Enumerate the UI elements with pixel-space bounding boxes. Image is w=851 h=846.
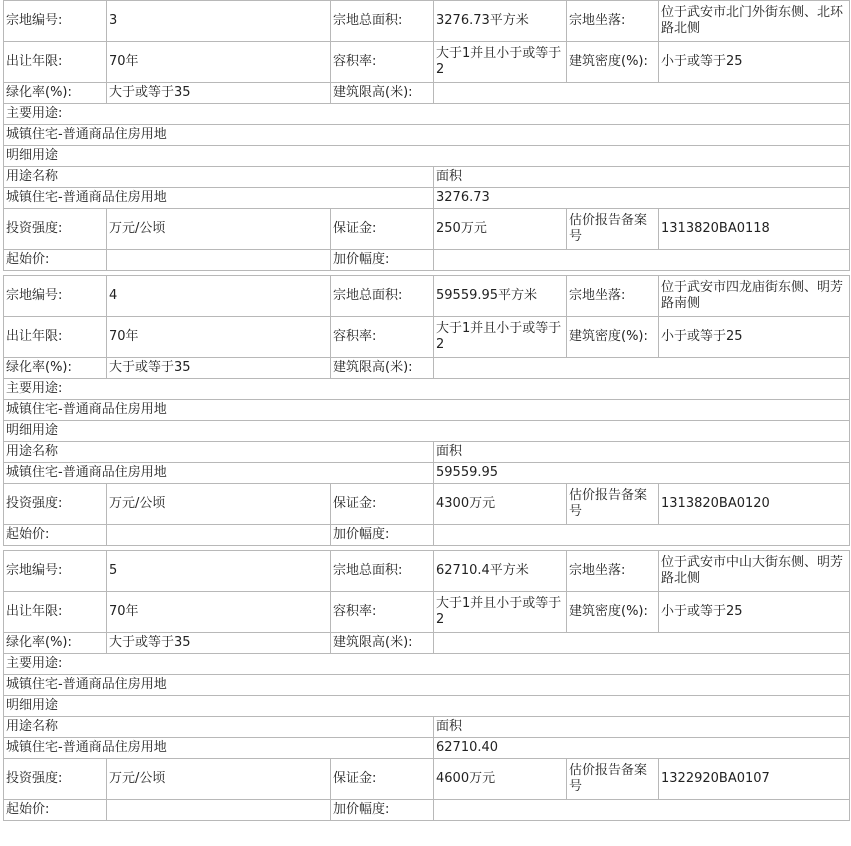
far-label: 容积率: (331, 317, 434, 358)
appraisal-value: 1322920BA0107 (659, 759, 850, 800)
main-use-label: 主要用途: (4, 654, 850, 675)
parcel-row-use-header (4, 167, 850, 188)
start-price-value (107, 525, 331, 546)
use-area-value: 3276.73 (434, 188, 850, 209)
total-area-label: 宗地总面积: (331, 551, 434, 592)
parcel-row-main-use (4, 675, 850, 696)
investment-value: 万元/公顷 (107, 484, 331, 525)
density-value: 小于或等于25 (659, 42, 850, 83)
investment-label: 投资强度: (4, 209, 107, 250)
parcel-row-detail-use (4, 146, 850, 167)
detail-use-label: 明细用途 (4, 421, 850, 442)
density-value: 小于或等于25 (659, 317, 850, 358)
term-label: 出让年限: (4, 42, 107, 83)
term-value: 70年 (107, 317, 331, 358)
area-header: 面积 (434, 717, 850, 738)
increment-value (434, 800, 850, 821)
parcel-row-main-use-label (4, 379, 850, 400)
parcel-row-greening (4, 358, 850, 379)
greening-value: 大于或等于35 (107, 83, 331, 104)
use-name-value: 城镇住宅-普通商品住房用地 (4, 463, 434, 484)
parcel-table (3, 275, 850, 546)
parcel-no-label: 宗地编号: (4, 1, 107, 42)
far-value: 大于1并且小于或等于2 (434, 42, 567, 83)
deposit-label: 保证金: (331, 759, 434, 800)
start-price-label: 起始价: (4, 800, 107, 821)
greening-label: 绿化率(%): (4, 633, 107, 654)
parcel-row-finance (4, 484, 850, 525)
main-use-label: 主要用途: (4, 379, 850, 400)
use-name-value: 城镇住宅-普通商品住房用地 (4, 188, 434, 209)
increment-label: 加价幅度: (331, 525, 434, 546)
main-use-value: 城镇住宅-普通商品住房用地 (4, 675, 850, 696)
parcel-no-label: 宗地编号: (4, 276, 107, 317)
parcel-row-use-detail (4, 188, 850, 209)
start-price-value (107, 800, 331, 821)
parcel-row-identity (4, 1, 850, 42)
parcel-row-finance (4, 759, 850, 800)
deposit-value: 4300万元 (434, 484, 567, 525)
height-limit-label: 建筑限高(米): (331, 358, 434, 379)
parcel-row-terms (4, 42, 850, 83)
height-limit-label: 建筑限高(米): (331, 83, 434, 104)
parcel-row-main-use-label (4, 104, 850, 125)
total-area-value: 3276.73平方米 (434, 1, 567, 42)
deposit-value: 250万元 (434, 209, 567, 250)
parcel-row-terms (4, 592, 850, 633)
use-area-value: 59559.95 (434, 463, 850, 484)
parcel-row-main-use-label (4, 654, 850, 675)
location-label: 宗地坐落: (567, 551, 659, 592)
location-label: 宗地坐落: (567, 1, 659, 42)
deposit-label: 保证金: (331, 209, 434, 250)
term-value: 70年 (107, 42, 331, 83)
parcel-row-detail-use (4, 696, 850, 717)
investment-value: 万元/公顷 (107, 209, 331, 250)
detail-use-label: 明细用途 (4, 146, 850, 167)
main-use-label: 主要用途: (4, 104, 850, 125)
increment-value (434, 250, 850, 271)
total-area-label: 宗地总面积: (331, 1, 434, 42)
parcel-row-price (4, 250, 850, 271)
parcel-row-identity (4, 551, 850, 592)
investment-value: 万元/公顷 (107, 759, 331, 800)
height-limit-value (434, 358, 850, 379)
location-value: 位于武安市北门外街东侧、北环路北侧 (659, 1, 850, 42)
term-label: 出让年限: (4, 317, 107, 358)
total-area-value: 59559.95平方米 (434, 276, 567, 317)
density-label: 建筑密度(%): (567, 592, 659, 633)
deposit-value: 4600万元 (434, 759, 567, 800)
term-label: 出让年限: (4, 592, 107, 633)
use-area-value: 62710.40 (434, 738, 850, 759)
use-name-header: 用途名称 (4, 167, 434, 188)
investment-label: 投资强度: (4, 484, 107, 525)
appraisal-label: 估价报告备案号 (567, 484, 659, 525)
increment-label: 加价幅度: (331, 250, 434, 271)
greening-label: 绿化率(%): (4, 358, 107, 379)
appraisal-value: 1313820BA0118 (659, 209, 850, 250)
parcel-row-use-header (4, 442, 850, 463)
parcel-no-value: 4 (107, 276, 331, 317)
main-use-value: 城镇住宅-普通商品住房用地 (4, 400, 850, 421)
height-limit-value (434, 83, 850, 104)
appraisal-label: 估价报告备案号 (567, 209, 659, 250)
location-value: 位于武安市中山大街东侧、明芳路北侧 (659, 551, 850, 592)
parcel-table (3, 0, 850, 271)
greening-label: 绿化率(%): (4, 83, 107, 104)
parcel-row-use-header (4, 717, 850, 738)
use-name-header: 用途名称 (4, 442, 434, 463)
height-limit-label: 建筑限高(米): (331, 633, 434, 654)
greening-value: 大于或等于35 (107, 633, 331, 654)
density-label: 建筑密度(%): (567, 317, 659, 358)
parcel-no-value: 3 (107, 1, 331, 42)
parcel-row-greening (4, 83, 850, 104)
parcel-row-detail-use (4, 421, 850, 442)
deposit-label: 保证金: (331, 484, 434, 525)
use-name-value: 城镇住宅-普通商品住房用地 (4, 738, 434, 759)
far-value: 大于1并且小于或等于2 (434, 317, 567, 358)
parcel-row-price (4, 525, 850, 546)
parcel-row-use-detail (4, 463, 850, 484)
density-value: 小于或等于25 (659, 592, 850, 633)
parcel-row-greening (4, 633, 850, 654)
parcel-row-price (4, 800, 850, 821)
parcel-row-main-use (4, 400, 850, 421)
start-price-label: 起始价: (4, 250, 107, 271)
greening-value: 大于或等于35 (107, 358, 331, 379)
area-header: 面积 (434, 167, 850, 188)
parcel-row-use-detail (4, 738, 850, 759)
start-price-label: 起始价: (4, 525, 107, 546)
increment-value (434, 525, 850, 546)
location-value: 位于武安市四龙庙街东侧、明芳路南侧 (659, 276, 850, 317)
height-limit-value (434, 633, 850, 654)
far-label: 容积率: (331, 592, 434, 633)
increment-label: 加价幅度: (331, 800, 434, 821)
detail-use-label: 明细用途 (4, 696, 850, 717)
location-label: 宗地坐落: (567, 276, 659, 317)
appraisal-label: 估价报告备案号 (567, 759, 659, 800)
parcel-table (3, 550, 850, 821)
density-label: 建筑密度(%): (567, 42, 659, 83)
investment-label: 投资强度: (4, 759, 107, 800)
total-area-value: 62710.4平方米 (434, 551, 567, 592)
parcel-row-main-use (4, 125, 850, 146)
parcel-no-value: 5 (107, 551, 331, 592)
term-value: 70年 (107, 592, 331, 633)
appraisal-value: 1313820BA0120 (659, 484, 850, 525)
use-name-header: 用途名称 (4, 717, 434, 738)
parcel-row-identity (4, 276, 850, 317)
main-use-value: 城镇住宅-普通商品住房用地 (4, 125, 850, 146)
parcel-row-terms (4, 317, 850, 358)
area-header: 面积 (434, 442, 850, 463)
start-price-value (107, 250, 331, 271)
far-value: 大于1并且小于或等于2 (434, 592, 567, 633)
parcel-row-finance (4, 209, 850, 250)
far-label: 容积率: (331, 42, 434, 83)
parcel-no-label: 宗地编号: (4, 551, 107, 592)
total-area-label: 宗地总面积: (331, 276, 434, 317)
